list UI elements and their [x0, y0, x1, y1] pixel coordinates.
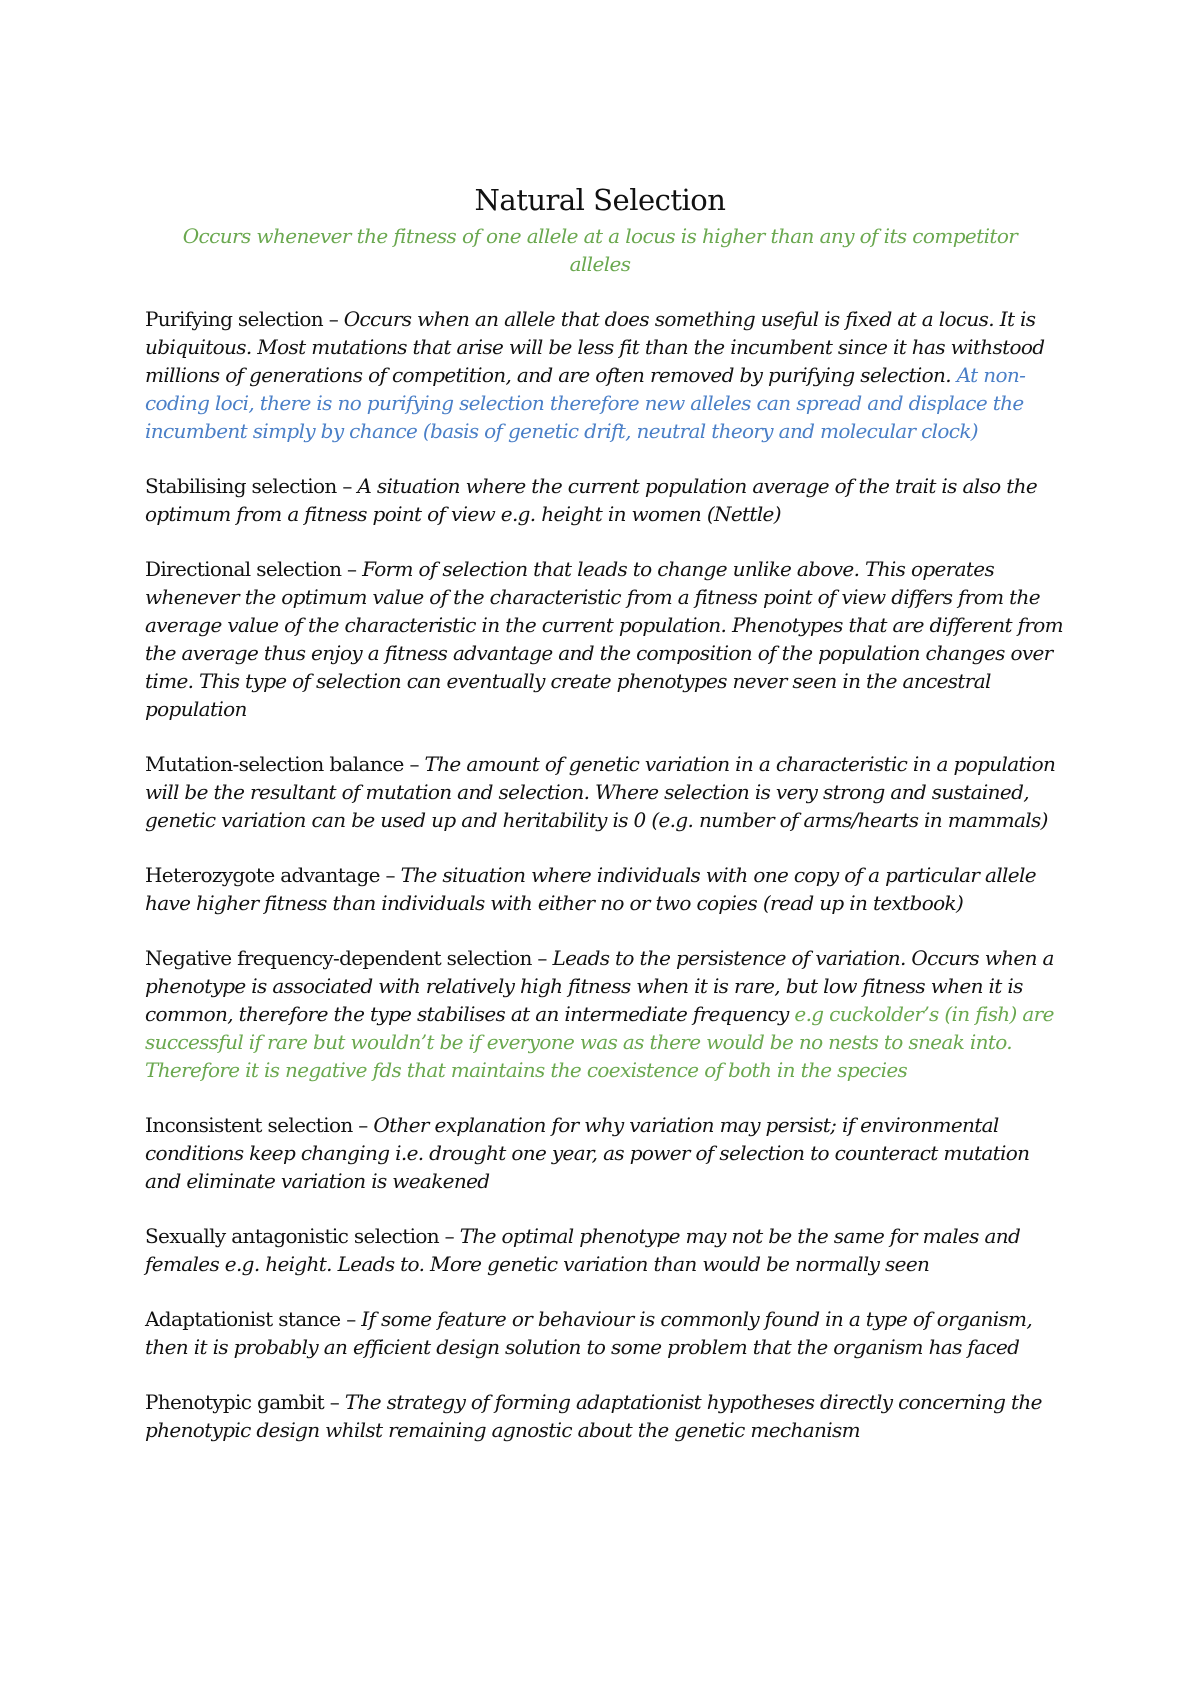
- entry-sexually-antagonistic-selection: [145, 1222, 1065, 1278]
- entry-directional-selection: [145, 555, 1065, 723]
- document-subtitle: Occurs whenever the fitness of one allele at a locus is higher than any of its competitor alleles: [182, 224, 1018, 276]
- entry-term: Mutation-selection balance: [145, 752, 404, 776]
- entry-separator: –: [379, 863, 401, 887]
- entry-mutation-selection-balance: [145, 750, 1065, 834]
- entry-term: Adaptationist stance: [145, 1307, 341, 1331]
- entry-negative-frequency-dependent-selection: [145, 944, 1065, 1084]
- entry-definition: Other explanation for why variation may persist; if environmental conditions keep changing i.e. drought one year, as power of selection to counteract mutation and eliminate variation is weakened: [145, 1113, 1030, 1193]
- entry-separator: –: [341, 557, 363, 581]
- entry-term: Stabilising selection: [145, 474, 337, 498]
- entry-definition: The amount of genetic variation in a characteristic in a population will be the resultant of mutation and selection. Where selection is very strong and sustained, genetic variation can be used up and heritability is 0 (e.g. number of arms/hearts in mammals): [145, 752, 1056, 832]
- entry-separator: –: [336, 474, 358, 498]
- document-title: Natural Selection: [474, 183, 726, 217]
- entry-definition: The situation where individuals with one copy of a particular allele have higher fitness than individuals with either no or two copies (read up in textbook): [145, 863, 1036, 915]
- entry-term: Heterozygote advantage: [145, 863, 380, 887]
- entry-term: Negative frequency-dependent selection: [145, 946, 532, 970]
- entry-definition: Leads to the persistence of variation. Occurs when a phenotype is associated with relatively high fitness when it is rare, but low fitness when it is common, therefore the type stabilises at an intermediate frequency: [145, 946, 1054, 1026]
- entry-separator: –: [438, 1224, 460, 1248]
- entry-term: Phenotypic gambit: [145, 1390, 325, 1414]
- entry-definition: If some feature or behaviour is commonly found in a type of organism, then it is probably an efficient design solution to some problem that the organism has faced: [145, 1307, 1033, 1359]
- entry-term: Sexually antagonistic selection: [145, 1224, 439, 1248]
- entry-definition: A situation where the current population average of the trait is also the optimum from a fitness point of view e.g. height in women (Nettle): [145, 474, 1038, 526]
- definition-list: [145, 305, 1065, 1471]
- entry-separator: –: [322, 307, 344, 331]
- entry-note: At non-coding loci, there is no purifying selection therefore new alleles can spread and displace the incumbent simply by chance (basis of genetic drift, neutral theory and molecular clock): [145, 363, 1026, 443]
- entry-definition: Form of selection that leads to change unlike above. This operates whenever the optimum value of the characteristic from a fitness point of view differs from the average value of the characteristic in the current population. Phenotypes that are different from the average thus enjoy a fitness advantage and the composition of the population changes over time. This type of selection can eventually create phenotypes never seen in the ancestral population: [145, 557, 1063, 721]
- entry-separator: –: [403, 752, 425, 776]
- entry-adaptationist-stance: [145, 1305, 1065, 1361]
- entry-separator: –: [340, 1307, 362, 1331]
- entry-term: Directional selection: [145, 557, 342, 581]
- entry-term: Inconsistent selection: [145, 1113, 353, 1137]
- entry-definition: The strategy of forming adaptationist hypotheses directly concerning the phenotypic design whilst remaining agnostic about the genetic mechanism: [145, 1390, 1042, 1442]
- entry-term: Purifying selection: [145, 307, 323, 331]
- entry-separator: –: [352, 1113, 374, 1137]
- entry-stabilising-selection: [145, 472, 1065, 528]
- entry-definition: Occurs when an allele that does something useful is fixed at a locus. It is ubiquitous. Most mutations that arise will be less fit than the incumbent since it has withstood millions of generations of competition, and are often removed by purifying selection.: [145, 307, 1045, 387]
- entry-inconsistent-selection: [145, 1111, 1065, 1195]
- entry-separator: –: [531, 946, 553, 970]
- entry-purifying-selection: [145, 305, 1065, 445]
- entry-example: e.g cuckolder’s (in fish) are successful if rare but wouldn’t be if everyone was as there would be no nests to sneak into. Therefore it is negative fds that maintains the coexistence of both in the species: [145, 1002, 1054, 1082]
- entry-separator: –: [324, 1390, 345, 1414]
- entry-phenotypic-gambit: [145, 1388, 1065, 1444]
- entry-heterozygote-advantage: [145, 861, 1065, 917]
- entry-definition: The optimal phenotype may not be the same for males and females e.g. height. Leads to. More genetic variation than would be normally seen: [145, 1224, 1021, 1276]
